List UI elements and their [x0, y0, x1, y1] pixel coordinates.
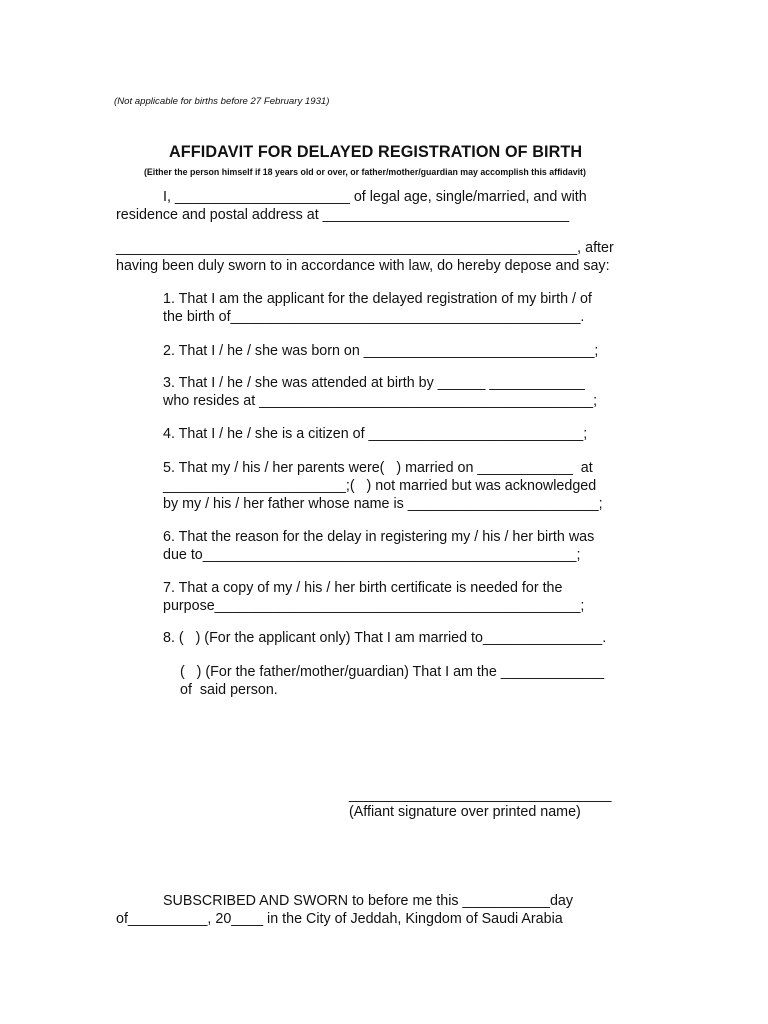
item-6-line-1: 6. That the reason for the delay in registering my / his / her birth was — [163, 529, 595, 545]
intro-line-4: having been duly sworn to in accordance with law, do hereby depose and say: — [116, 258, 610, 274]
item-3-line-1: 3. That I / he / she was attended at birth by ______ ____________ — [163, 375, 585, 391]
jurat-line-1: SUBSCRIBED AND SWORN to before me this ___________day — [163, 893, 574, 909]
item-5-line-2: _______________________;( ) not married but was acknowledged — [163, 478, 597, 494]
intro-line-3: __________________________________________________________, after — [116, 240, 614, 256]
item-2-line-1: 2. That I / he / she was born on _____________________________; — [163, 343, 599, 359]
item-7-line-1: 7. That a copy of my / his / her birth certificate is needed for the — [163, 580, 563, 596]
item-1-line-2: the birth of____________________________________________. — [163, 309, 585, 325]
item-6-line-2: due to_______________________________________________; — [163, 547, 581, 563]
item-8b-line-1: ( ) (For the father/mother/guardian) That I am the _____________ — [180, 664, 605, 680]
item-4-line-1: 4. That I / he / she is a citizen of ___________________________; — [163, 426, 588, 442]
item-3-line-2: who resides at __________________________________________; — [163, 393, 598, 409]
item-1-line-1: 1. That I am the applicant for the delayed registration of my birth / of — [163, 291, 592, 307]
item-8b-line-2: of said person. — [180, 682, 278, 698]
document-title: AFFIDAVIT FOR DELAYED REGISTRATION OF BIRTH — [169, 143, 583, 161]
item-5-line-3: by my / his / her father whose name is ________________________; — [163, 496, 603, 512]
intro-line-2: residence and postal address at _______________________________ — [116, 207, 570, 223]
signature-caption: (Affiant signature over printed name) — [349, 804, 581, 820]
item-8-line-1: 8. ( ) (For the applicant only) That I am married to_______________. — [163, 630, 607, 646]
jurat-line-2: of__________, 20____ in the City of Jeddah, Kingdom of Saudi Arabia — [116, 911, 563, 927]
signature-line: _________________________________ — [349, 787, 612, 803]
item-7-line-2: purpose______________________________________________; — [163, 598, 585, 614]
item-5-line-1: 5. That my / his / her parents were( ) married on ____________ at — [163, 460, 593, 476]
applicability-note: (Not applicable for births before 27 February 1931) — [114, 96, 330, 107]
intro-line-1: I, ______________________ of legal age, single/married, and with — [163, 189, 587, 205]
document-subtitle: (Either the person himself if 18 years old or over, or father/mother/guardian may accomplish this affidavit) — [144, 167, 586, 177]
